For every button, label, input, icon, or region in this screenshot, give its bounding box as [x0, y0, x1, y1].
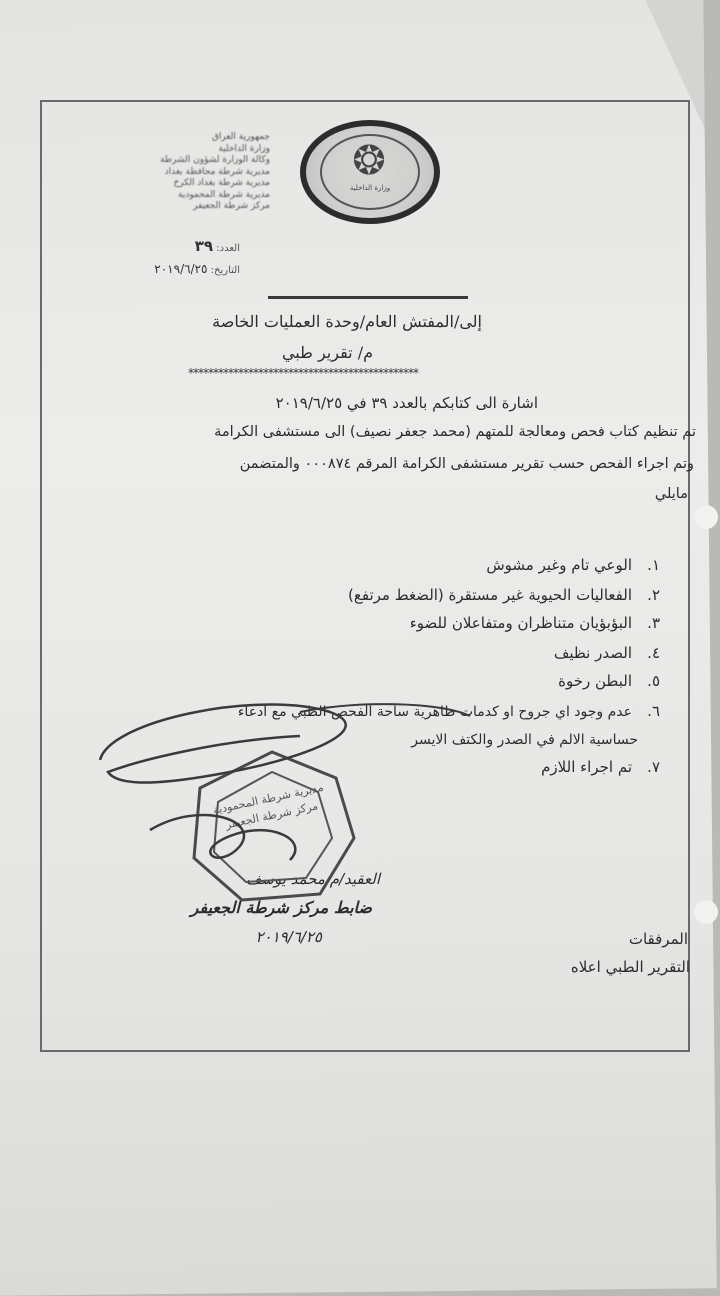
- item-number: ٥.: [647, 672, 660, 690]
- stamp-text: مديرية شرطة المحمودية مركز شرطة الجعيفر: [211, 780, 325, 832]
- item-text: البؤبؤيان متناظران ومتفاعلان للضوء: [409, 614, 632, 632]
- signatory-name: العقيد/م محمد يوسف: [245, 870, 380, 888]
- letterhead-line: مديرية شرطة محافظة بغداد: [164, 166, 270, 177]
- date-row: [80, 259, 240, 281]
- letterhead: [120, 132, 270, 213]
- date-value: ٢٠١٩/٦/٢٥: [154, 262, 208, 276]
- letterhead-line: مديرية شرطة بغداد الكرخ: [173, 178, 270, 188]
- subject: م/ تقرير طبي: [281, 343, 373, 362]
- eagle-icon: ❂: [352, 138, 386, 184]
- item-text: حساسية الالم في الصدر والكتف الايسر: [411, 732, 638, 748]
- letterhead-line: جمهورية العراق: [211, 132, 270, 142]
- letterhead-line: مديرية شرطة المحمودية: [177, 189, 270, 200]
- reference-block: [80, 236, 240, 281]
- punch-hole: [694, 900, 718, 924]
- item-text: الوعي تام وغير مشوش: [486, 556, 632, 574]
- emblem-label: وزارة الداخلية: [349, 184, 391, 192]
- item-text: الفعاليات الحيوية غير مستقرة (الضغط مرتفع): [348, 586, 632, 604]
- item-number: ١.: [647, 556, 660, 574]
- body-line-1: تم تنظيم كتاب فحص ومعالجة للمتهم (محمد جعفر نصيف) الى مستشفى الكرامة: [214, 424, 696, 440]
- body-line-2: وتم اجراء الفحص حسب تقرير مستشفى الكرامة المرقم ٠٠٠٨٧٤ والمتضمن: [239, 456, 694, 472]
- body-line-3: مايلي: [654, 486, 688, 502]
- letterhead-line: مركز شرطة الجعيفر: [193, 201, 270, 211]
- list-item-continuation: [411, 730, 638, 748]
- body-reference: اشارة الى كتابكم بالعدد ٣٩ في ٢٠١٩/٦/٢٥: [275, 394, 538, 412]
- number-value: ٣٩: [194, 237, 214, 255]
- addressee: إلى/المفتش العام/وحدة العمليات الخاصة: [212, 312, 482, 331]
- signature-date: ٢٠١٩/٦/٢٥: [255, 928, 322, 946]
- item-text: تم اجراء اللازم: [541, 758, 632, 776]
- date-label: التاريخ:: [210, 265, 240, 276]
- item-number: ٣.: [647, 614, 660, 632]
- number-row: [80, 236, 240, 259]
- item-number: ٧.: [647, 758, 660, 776]
- item-text: البطن رخوة: [558, 672, 632, 690]
- item-text: عدم وجود اي جروح او كدمات ظاهرية ساحة الفحص الطبي مع ادعاء: [237, 704, 632, 720]
- punch-hole: [694, 505, 718, 529]
- list-item: [554, 644, 660, 662]
- header-rule: [268, 296, 468, 299]
- list-item: [348, 586, 660, 604]
- signatory-title: ضابط مركز شرطة الجعيفر: [190, 898, 372, 917]
- list-item: [486, 556, 660, 574]
- attachments-item: التقرير الطبي اعلاه: [570, 958, 690, 976]
- letterhead-line: وزارة الداخلية: [218, 143, 270, 154]
- attachments-heading: المرفقات: [628, 930, 688, 948]
- list-item: [558, 672, 660, 690]
- item-number: ٢.: [647, 586, 660, 604]
- list-item: [541, 758, 660, 776]
- number-label: العدد:: [216, 243, 240, 254]
- item-text: الصدر نظيف: [553, 644, 632, 662]
- list-item: [238, 702, 660, 720]
- list-item: [410, 614, 660, 632]
- separator-stars: **********************************************: [188, 366, 418, 380]
- item-number: ٤.: [647, 644, 660, 662]
- letterhead-line: وكالة الوزارة لشؤون الشرطة: [160, 155, 270, 165]
- item-number: ٦.: [647, 702, 660, 720]
